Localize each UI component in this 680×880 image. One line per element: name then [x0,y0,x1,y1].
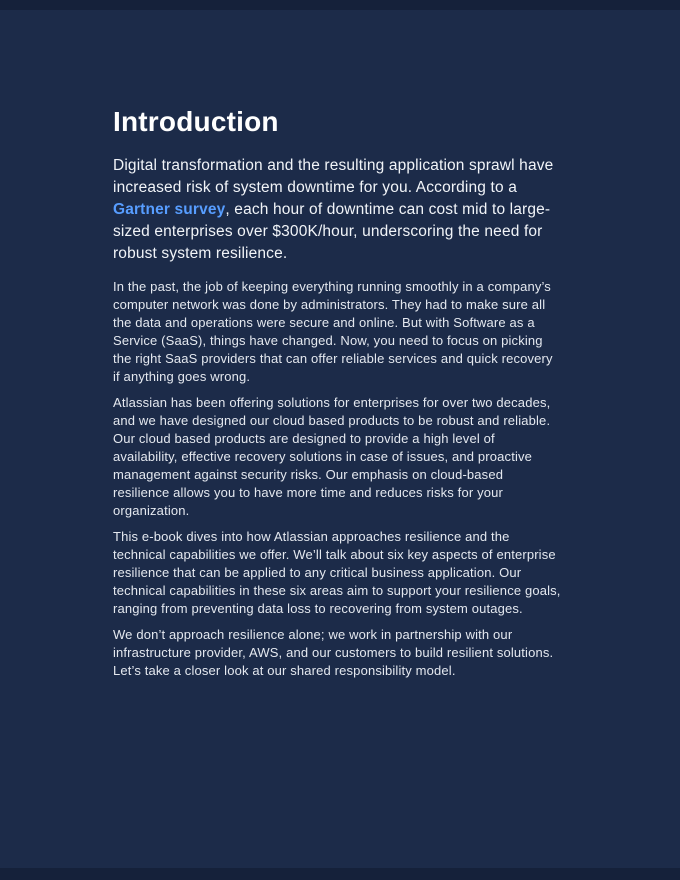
lead-text-before-link: Digital transformation and the resulting application sprawl have increased risk of system downtime for you. According to a [113,157,554,196]
lead-paragraph [113,155,561,265]
ebook-page [0,10,680,868]
body-paragraph: Atlassian has been offering solutions for enterprises for over two decades, and we have designed our cloud based products to be robust and reliable. Our cloud based products are designed to provide a high level of availability, effective recovery solutions in case of issues, and proactive management against security risks. Our emphasis on cloud-based resilience allows you to have more time and reduces risks for your organization. [113,395,551,518]
page-content [0,10,680,680]
lead-text-after-link: , each hour of downtime can cost mid to large-sized enterprises over $300K/hour, underscoring the need for robust system resilience. [113,201,551,262]
page-title: Introduction [113,106,279,137]
body-paragraph: In the past, the job of keeping everything running smoothly in a company’s computer network was done by administrators. They had to make sure all the data and operations were secure and online. But with Software as a Service (SaaS), things have changed. Now, you need to focus on picking the right SaaS providers that can offer reliable services and quick recovery if anything goes wrong. [113,279,553,384]
body-paragraph: This e-book dives into how Atlassian approaches resilience and the technical capabilities we offer. We’ll talk about six key aspects of enterprise resilience that can be applied to any critical business application. Our technical capabilities in these six areas aim to support your resilience goals, ranging from preventing data loss to recovering from system outages. [113,529,561,616]
body-paragraph: We don’t approach resilience alone; we work in partnership with our infrastructure provider, AWS, and our customers to build resilient solutions. Let’s take a closer look at our shared responsibility model. [113,627,554,678]
gartner-survey-link[interactable]: Gartner survey [113,201,226,218]
